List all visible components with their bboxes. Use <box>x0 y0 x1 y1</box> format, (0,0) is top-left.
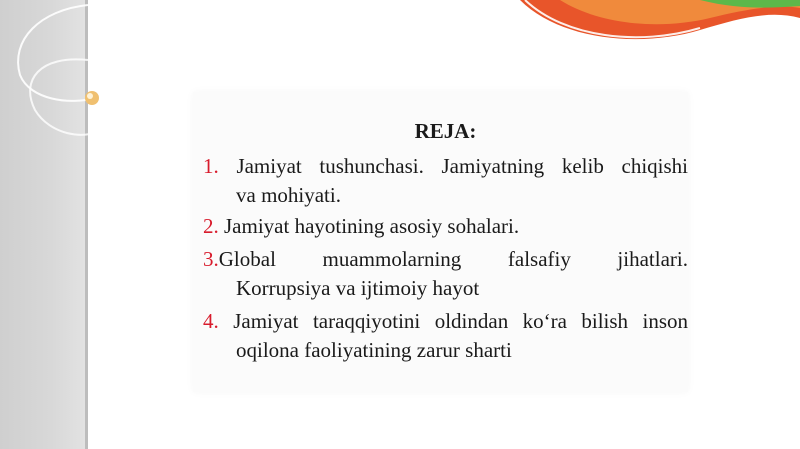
item-text: Jamiyat hayotining asosiy sohalari. <box>224 214 520 238</box>
item-number: 4. <box>203 309 219 333</box>
plan-item-2 <box>203 212 688 241</box>
slide-title: REJA: <box>414 119 477 143</box>
top-right-swoosh <box>0 0 800 60</box>
plan-item-1 <box>203 152 688 210</box>
item-text-continued: va mohiyati. <box>236 183 341 207</box>
item-number: 3. <box>203 247 219 271</box>
item-number: 1. <box>203 154 219 178</box>
item-text-continued: oqilona faoliyatining zarur sharti <box>236 338 512 362</box>
item-text: Jamiyat tushunchasi. Jamiyatning kelib chiqishi <box>236 154 688 178</box>
plan-item-4 <box>203 307 688 365</box>
item-text: Global muammolarning falsafiy jihatlari. <box>218 247 688 271</box>
item-text-continued: Korrupsiya va ijtimoiy hayot <box>236 276 480 300</box>
plan-item-3 <box>203 245 688 303</box>
item-number: 2. <box>203 214 219 238</box>
item-text: Jamiyat taraqqiyotini oldindan ko‘ra bilish inson <box>233 309 689 333</box>
